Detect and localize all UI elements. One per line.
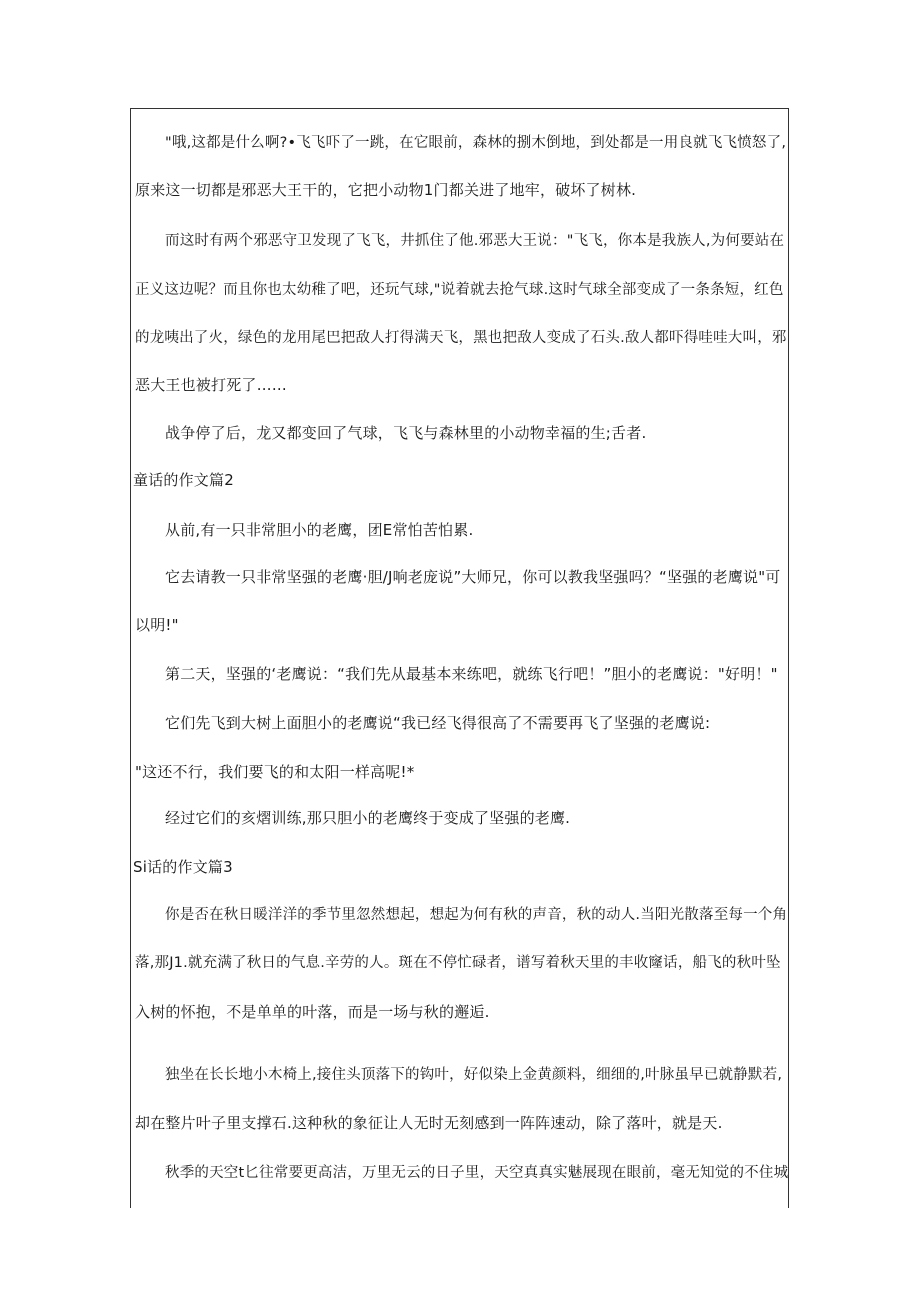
- paragraph-line: 正义这边呢？而且你也太幼稚了吧，还玩气球,"说着就去抢气球.这时气球全部变成了一条条短，红色: [135, 282, 784, 298]
- paragraph-line: 它们先飞到大树上面胆小的老鹰说“我已经飞得很高了不需要再飞了坚强的老鹰说:: [165, 714, 711, 732]
- paragraph-line: 落,那J1.就充满了秋日的气息.辛劳的人。斑在不停忙碌者，谱写着秋天里的丰收窿话，船飞的秋叶坠: [135, 955, 781, 971]
- paragraph-line: 的龙咦出了火，绿色的龙用尾巴把敌人打得满天飞，黑也把敌人变成了石头.敌人都吓得哇哇大叫，邪: [135, 330, 787, 346]
- paragraph-line: "哦,这都是什么啊?•飞飞吓了一跳，在它眼前，森林的捌木倒地，到处都是一用良就飞飞愤怒了,: [165, 135, 787, 151]
- paragraph-line: 经过它们的亥熠训练,那只胆小的老鹰终于变成了坚强的老鹰.: [165, 809, 571, 827]
- paragraph-line: 第二天，坚强的‘老鹰说：“我们先从最基本来练吧，就练飞行吧！”胆小的老鹰说："好明！": [165, 665, 778, 683]
- paragraph-line: 从前,有一只非常胆小的老鹰，团E常怕苦怕累.: [165, 521, 474, 539]
- paragraph-line: 战争停了后，龙又都变回了气球，飞飞与森林里的小动物幸福的生;舌者.: [165, 424, 647, 442]
- section-heading: 童话的作文篇2: [133, 471, 234, 489]
- paragraph-line: 独坐在长长地小木椅上,接住头顶落下的钩叶，好似染上金黄颜料，细细的,叶脉虽早已就静默若,: [165, 1067, 783, 1083]
- paragraph-line: 秋季的天空t匕往常要更高洁，万里无云的日子里，天空真真实魅展现在眼前，毫无知觉的不住城: [165, 1165, 789, 1181]
- paragraph-line: 原来这一切都是邪恶大王干的，它把小动物1门都关进了地牢，破坏了树林.: [135, 181, 637, 199]
- section-heading: Si话的作文篇3: [133, 858, 233, 876]
- paragraph-line: 却在整片叶子里支撑石.这种秋的象征让人无时无刻感到一阵阵速动，除了落叶，就是天.: [135, 1114, 723, 1132]
- paragraph-line: 你是否在秋日暖洋洋的季节里忽然想起，想起为何有秋的声音，秋的动人.当阳光散落至每一个角: [165, 907, 788, 923]
- paragraph-line: "这还不行，我们要飞的和太阳一样高呢!*: [135, 763, 415, 781]
- paragraph-line: 恶大王也被打死了……: [135, 376, 288, 394]
- paragraph-line: 以明!": [135, 616, 179, 634]
- paragraph-line: 而这时有两个邪恶守卫发现了飞飞，井抓住了他.邪恶大王说："飞飞，你本是我族人,为何要站在: [165, 233, 785, 249]
- page-frame: [130, 108, 789, 1208]
- paragraph-line: 它去请教一只非常坚强的老鹰·胆/J响老庞说”大师兄，你可以教我坚强吗？“坚强的老鹰说"可: [165, 568, 781, 586]
- paragraph-line: 入树的怀抱，不是单单的叶落，而是一场与秋的邂逅.: [135, 1003, 490, 1021]
